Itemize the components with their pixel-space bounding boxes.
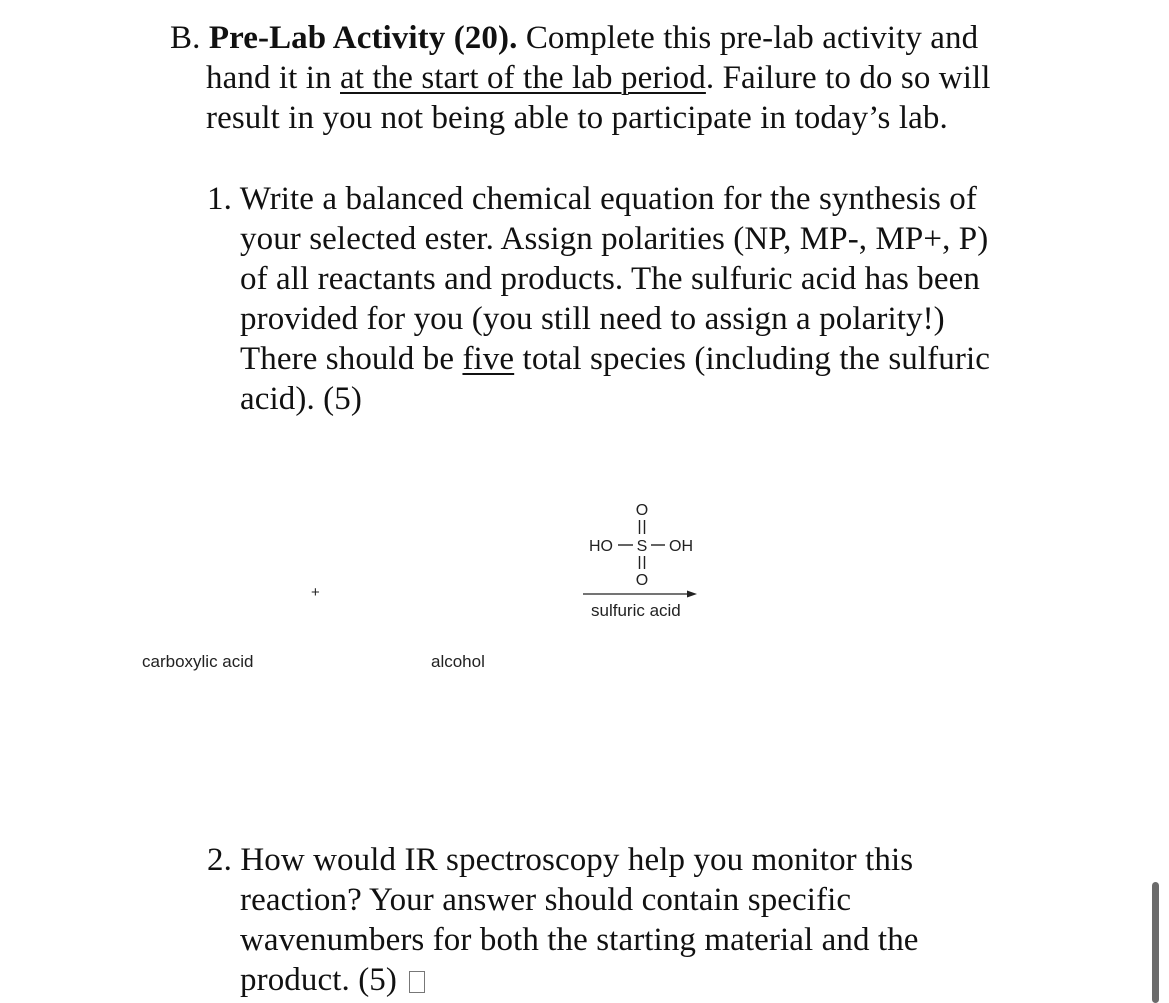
plus-sign: +: [311, 584, 320, 601]
question-2-line-3: wavenumbers for both the starting material and the: [240, 922, 919, 958]
question-2-number: 2.: [207, 842, 232, 878]
question-1-line-5-end: total species (including the sulfuric: [522, 341, 990, 377]
question-2-text-1: How would IR spectroscopy help you monitor this: [240, 842, 914, 878]
question-1-text-1: Write a balanced chemical equation for the synthesis of: [239, 181, 977, 217]
catalyst-label: sulfuric acid: [591, 601, 681, 620]
bottom-oxygen: O: [635, 572, 649, 589]
question-2-line-2: reaction? Your answer should contain specific: [240, 882, 852, 918]
question-1-line-6: acid). (5): [240, 381, 362, 417]
sulfuric-acid-structure: [585, 498, 705, 593]
question-1-line-4: provided for you (you still need to assign a polarity!): [240, 301, 945, 337]
top-oxygen: O: [635, 502, 649, 519]
section-b-line-2: [170, 58, 1050, 98]
question-2-text-4: product. (5): [240, 962, 397, 998]
section-b-line-2-start: hand it in: [206, 60, 332, 96]
question-2-line-1: [207, 840, 1037, 880]
section-title: Pre-Lab Activity (20).: [208, 20, 518, 56]
reaction-arrow: [583, 588, 701, 600]
deadline-underlined: at the start of the lab period: [340, 60, 706, 96]
question-2: [207, 840, 1037, 1000]
question-1-line-2: your selected ester. Assign polarities (NP, MP-, MP+, P): [240, 221, 989, 257]
carboxylic-acid-label: carboxylic acid: [142, 652, 254, 671]
question-1: [207, 179, 1037, 419]
alcohol-label: alcohol: [431, 652, 485, 671]
five-underlined: five: [462, 341, 515, 377]
scrollbar-thumb[interactable]: [1152, 882, 1159, 1003]
question-1-line-1: [207, 179, 1037, 219]
section-b-paragraph: [170, 18, 1050, 138]
right-hydroxyl: OH: [669, 538, 693, 555]
section-b-intro: Complete this pre-lab activity and: [525, 20, 979, 56]
left-hydroxyl: HO: [589, 538, 613, 555]
question-1-line-3: of all reactants and products. The sulfuric acid has been: [240, 261, 980, 297]
section-letter: B.: [170, 20, 201, 56]
section-b-line-1: [170, 18, 1050, 58]
question-1-line-5-start: There should be: [240, 341, 455, 377]
checkbox-icon[interactable]: [409, 971, 425, 993]
section-b-line-2-end: . Failure to do so will: [705, 60, 991, 96]
question-1-line-5: [207, 339, 1037, 379]
question-1-number: 1.: [207, 181, 232, 217]
sulfur-atom: S: [636, 538, 648, 555]
question-2-line-4: [207, 960, 1037, 1000]
section-b-line-3: result in you not being able to participate in today’s lab.: [206, 100, 948, 136]
